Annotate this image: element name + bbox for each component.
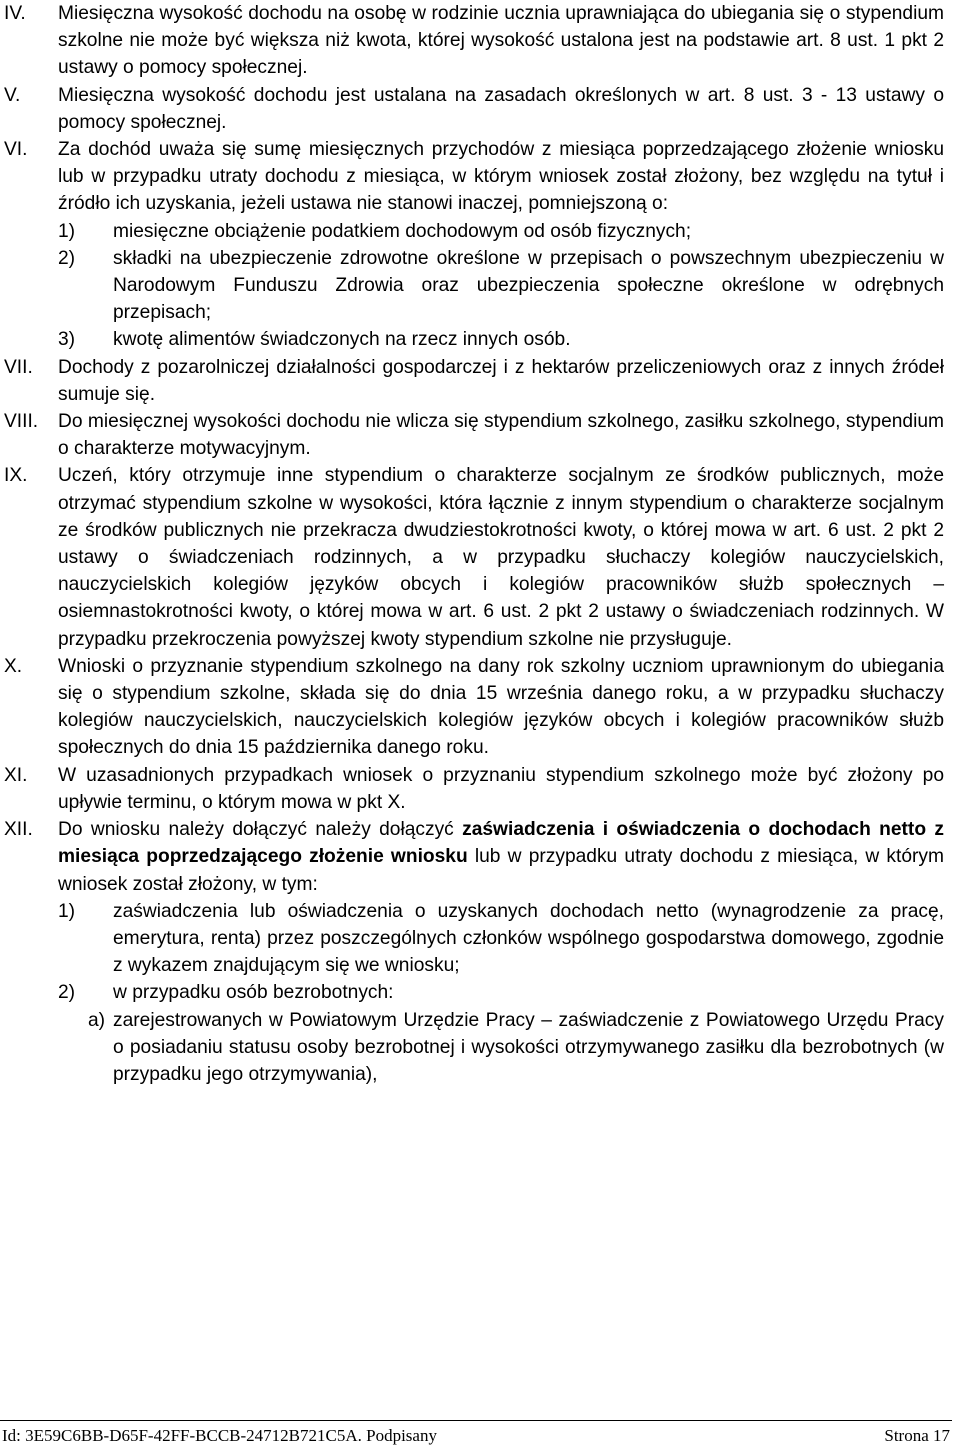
document-id: Id: 3E59C6BB-D65F-42FF-BCCB-24712B721C5A. Podpisany xyxy=(2,1426,437,1445)
section-text: Wnioski o przyznanie stypendium szkolnego na dany rok szkolny uczniom uprawnionym do ubiegania się o stypendium szkolne, składa się do dnia 15 września danego roku, a w przypadku słuchaczy kolegiów nauczycielskich, nauczycielskich kolegiów języków obcych i kolegiów pracowników służb społecznych do dnia 15 października danego roku. xyxy=(58,655,944,759)
section-number: XII. xyxy=(4,819,33,841)
list-item xyxy=(58,979,944,1006)
page-number: Strona 17 xyxy=(884,1426,950,1445)
section-v xyxy=(4,82,944,136)
document-body xyxy=(4,0,944,1088)
list-item-text: miesięczne obciążenie podatkiem dochodowym od osób fizycznych; xyxy=(113,220,692,242)
sub-list-item xyxy=(58,1007,944,1089)
section-number: V. xyxy=(4,84,21,106)
list-item-number: 2) xyxy=(58,982,76,1004)
list-item xyxy=(58,218,944,245)
section-text: Do miesięcznej wysokości dochodu nie wlicza się stypendium szkolnego, zasiłku szkolnego, stypendium o charakterze motywacyjnym. xyxy=(58,411,944,460)
section-text: Uczeń, który otrzymuje inne stypendium o charakterze socjalnym ze środków publicznych, może otrzymać stypendium szkolne w wysokości, która łącznie z innym stypendium o charakterze socjalnym ze środków publicznych nie przekracza dwudziestokrotności kwoty, o której mowa w art. 6 ust. 2 pkt 2 ustawy o świadczeniach rodzinnych, a w przypadku słuchaczy kolegiów nauczycielskich, nauczycielskich kolegiów języków obcych i kolegiów pracowników służb społecznych – osiemnastokrotności kwoty, o której mowa w art. 6 ust. 2 pkt 2 ustawy o świadczeniach rodzinnych. W przypadku przekroczenia powyższej kwoty stypendium szkolne nie przysługuje. xyxy=(58,465,944,650)
list-item xyxy=(58,245,944,327)
section-number: IV. xyxy=(4,3,26,24)
section-number: X. xyxy=(4,655,23,677)
section-number: VIII. xyxy=(4,411,39,433)
list-item-text: zaświadczenia lub oświadczenia o uzyskanych dochodach netto (wynagrodzenie za pracę, emerytura, renta) przez poszczególnych członków wspólnego gospodarstwa domowego, zgodnie z wykazem znajdującym się we wniosku; xyxy=(113,900,944,977)
list-item xyxy=(58,898,944,980)
list-item-text: kwotę alimentów świadczonych na rzecz innych osób. xyxy=(113,329,571,351)
list-item-number: 1) xyxy=(58,220,76,242)
section-text: Miesięczna wysokość dochodu na osobę w rodzinie ucznia uprawniająca do ubiegania się o stypendium szkolne nie może być większa niż kwota, której wysokość ustalona jest na podstawie art. 8 ust. 1 pkt 2 ustawy o pomocy społecznej. xyxy=(58,3,944,79)
section-number: XI. xyxy=(4,764,28,786)
section-text: W uzasadnionych przypadkach wniosek o przyznaniu stypendium szkolnego może być złożony po upływie terminu, o którym mowa w pkt X. xyxy=(58,764,944,813)
section-text-start: Do wniosku należy dołączyć należy dołączyć xyxy=(58,819,463,841)
list-item-number: 3) xyxy=(58,329,76,351)
section-number: VII. xyxy=(4,356,33,378)
section-text-end: lub w przypadku utraty dochodu z miesiąca, w którym wniosek został złożony, w tym: xyxy=(58,846,944,895)
list-item xyxy=(58,326,944,353)
section-xii xyxy=(4,816,944,1088)
page-footer xyxy=(0,1420,952,1449)
list-item-text: w przypadku osób bezrobotnych: xyxy=(113,982,394,1004)
list-item-number: 1) xyxy=(58,900,76,922)
section-ix xyxy=(4,462,944,652)
section-iv xyxy=(4,0,944,82)
section-vii xyxy=(4,354,944,408)
section-x xyxy=(4,653,944,762)
list-item-text: składki na ubezpieczenie zdrowotne określone w przepisach o powszechnym ubezpieczeniu w Narodowym Funduszu Zdrowia oraz ubezpieczenia społeczne określone w odrębnych przepisach; xyxy=(113,247,944,324)
section-text-bold: zaświadczenia i oświadczenia o dochodach netto z miesiąca poprzedzającego złożenie wniosku xyxy=(58,819,944,868)
section-text: Miesięczna wysokość dochodu jest ustalana na zasadach określonych w art. 8 ust. 3 - 13 ustawy o pomocy społecznej. xyxy=(58,84,944,133)
section-text: Za dochód uważa się sumę miesięcznych przychodów z miesiąca poprzedzającego złożenie wniosku lub w przypadku utraty dochodu z miesiąca, w którym wniosek został złożony, bez względu na tytuł i źródło ich uzyskania, jeżeli ustawa nie stanowi inaczej, pomniejszoną o: xyxy=(58,139,944,215)
sub-list-item-number: a) xyxy=(88,1009,106,1031)
section-number: IX. xyxy=(4,465,28,487)
section-text xyxy=(58,816,944,898)
section-text: Dochody z pozarolniczej działalności gospodarczej i z hektarów przeliczeniowych oraz z innych źródeł sumuje się. xyxy=(58,356,944,405)
section-xi xyxy=(4,762,944,816)
sub-list-item-text: zarejestrowanych w Powiatowym Urzędzie Pracy – zaświadczenie z Powiatowego Urzędu Pracy o posiadaniu statusu osoby bezrobotnej i wysokości otrzymywanego zasiłku dla bezrobotnych (w przypadku jego otrzymywania), xyxy=(113,1009,944,1085)
section-number: VI. xyxy=(4,139,28,161)
section-vi xyxy=(4,136,944,354)
list-item-number: 2) xyxy=(58,247,76,269)
section-viii xyxy=(4,408,944,462)
